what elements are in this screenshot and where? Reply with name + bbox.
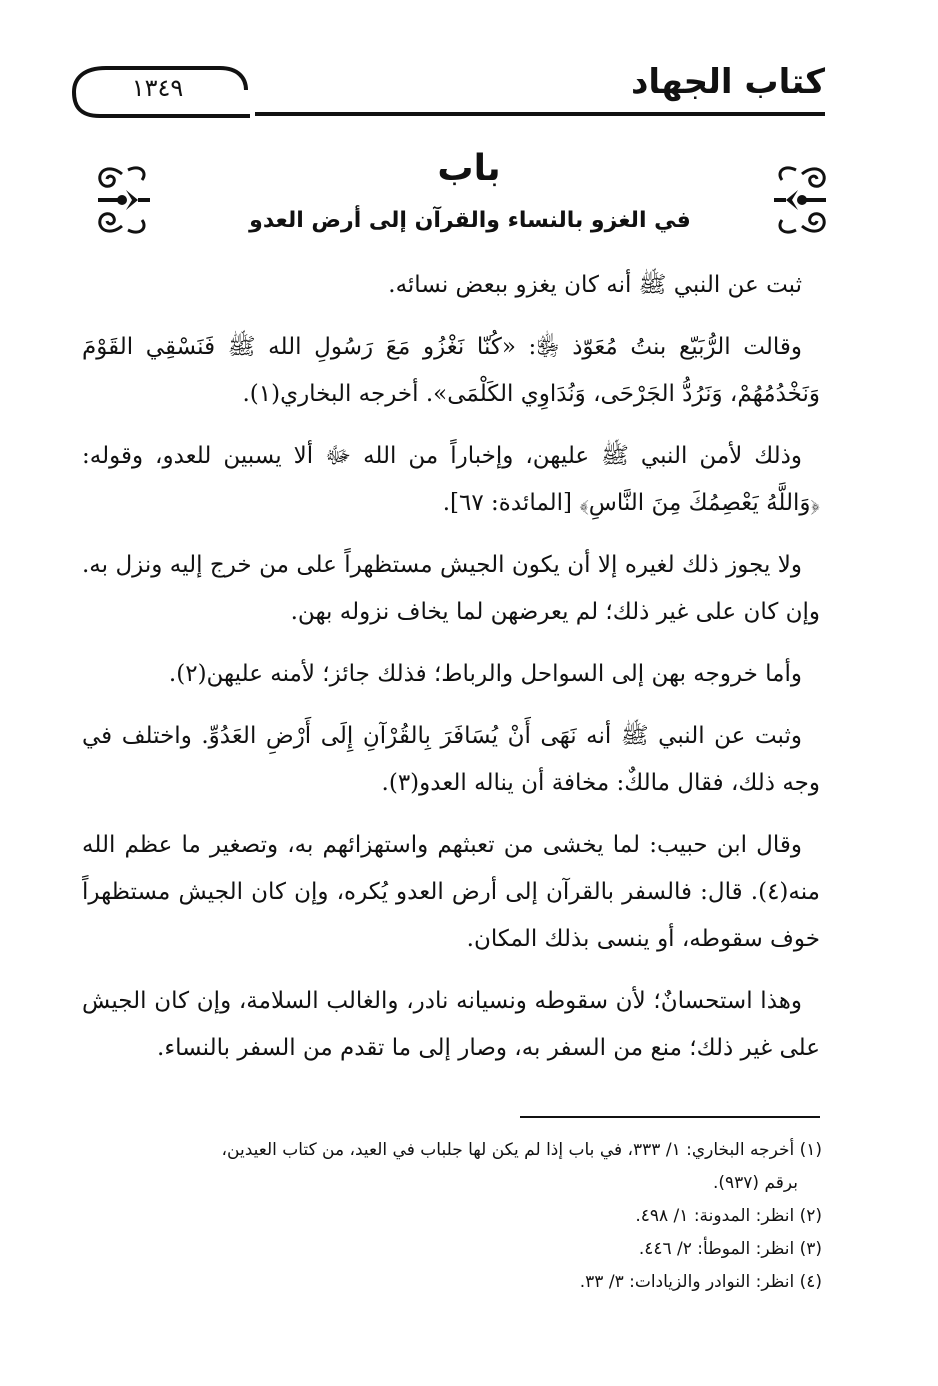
main-text	[82, 262, 820, 1087]
page-header	[70, 60, 825, 120]
footnote-1-continued: برقم (٩٣٧).	[712, 1173, 798, 1193]
chapter-subtitle: في الغزو بالنساء والقرآن إلى أرض العدو	[249, 208, 691, 233]
page-number: ١٣٤٩	[131, 74, 184, 102]
footnote-1: (١) أخرجه البخاري: ١/ ٣٣٣، في باب إذا لم يكن لها جلباب في العيد، من كتاب العيدين،	[221, 1140, 822, 1160]
footnotes	[82, 1134, 822, 1299]
footnote-separator	[520, 1116, 820, 1118]
paragraph: وهذا استحسانٌ؛ لأن سقوطه ونسيانه نادر، والغالب السلامة، وإن كان الجيش على غير ذلك؛ منع من السفر به، وصار إلى ما تقدم من السفر بالنساء.	[82, 988, 820, 1061]
footnote-3: (٣) انظر: الموطأ: ٢/ ٤٤٦.	[638, 1239, 822, 1259]
paragraph: وأما خروجه بهن إلى السواحل والرباط؛ فذلك جائز؛ لأمنه عليهن(٢).	[168, 661, 802, 687]
footnote-2: (٢) انظر: المدونة: ١/ ٤٩٨.	[635, 1206, 822, 1226]
book-title: كتاب الجهاد	[630, 62, 825, 102]
footnote-4: (٤) انظر: النوادر والزيادات: ٣/ ٣٣.	[579, 1272, 822, 1292]
paragraph: ولا يجوز ذلك لغيره إلا أن يكون الجيش مستظهراً على من خرج إليه ونزل به. وإن كان على غير ذلك؛ لم يعرضهن لما يخاف نزوله بهن.	[82, 552, 820, 625]
paragraph: وقالت الرُّبَيّع بنتُ مُعَوّذ ﵂: «كُنّا نَغْزُو مَعَ رَسُولِ الله ﷺ فَنَسْقِي القَوْمَ وَنَخْدُمُهُمْ، وَنَرُدُّ الجَرْحَى، وَنُدَاوِي الكَلْمَى». أخرجه البخاري(١).	[82, 334, 820, 407]
page-number-frame	[70, 64, 255, 114]
chapter-heading: باب	[437, 148, 501, 189]
paragraph: ثبت عن النبي ﷺ أنه كان يغزو ببعض نسائه.	[388, 272, 802, 298]
paragraph: وقال ابن حبيب: لما يخشى من تعبثهم واستهزائهم به، وتصغير ما عظم الله منه(٤). قال: فالسفر بالقرآن إلى أرض العدو يُكره، وإن كان الجيش مستظهراً خوف سقوطه، أو ينسى بذلك المكان.	[82, 832, 820, 952]
paragraph: وذلك لأمن النبي ﷺ عليهن، وإخباراً من الله ﷻ ألا يسبين للعدو، وقوله: ﴿وَاللَّهُ يَعْصِمُكَ مِنَ النَّاسِ﴾ [المائدة: ٦٧].	[82, 443, 820, 516]
paragraph: وثبت عن النبي ﷺ أنه نَهَى أَنْ يُسَافَرَ بِالقُرْآنِ إِلَى أَرْضِ العَدُوِّ. واختلف في وجه ذلك، فقال مالكٌ: مخافة أن يناله العدو(٣).	[82, 723, 820, 796]
header-rule	[255, 112, 825, 116]
